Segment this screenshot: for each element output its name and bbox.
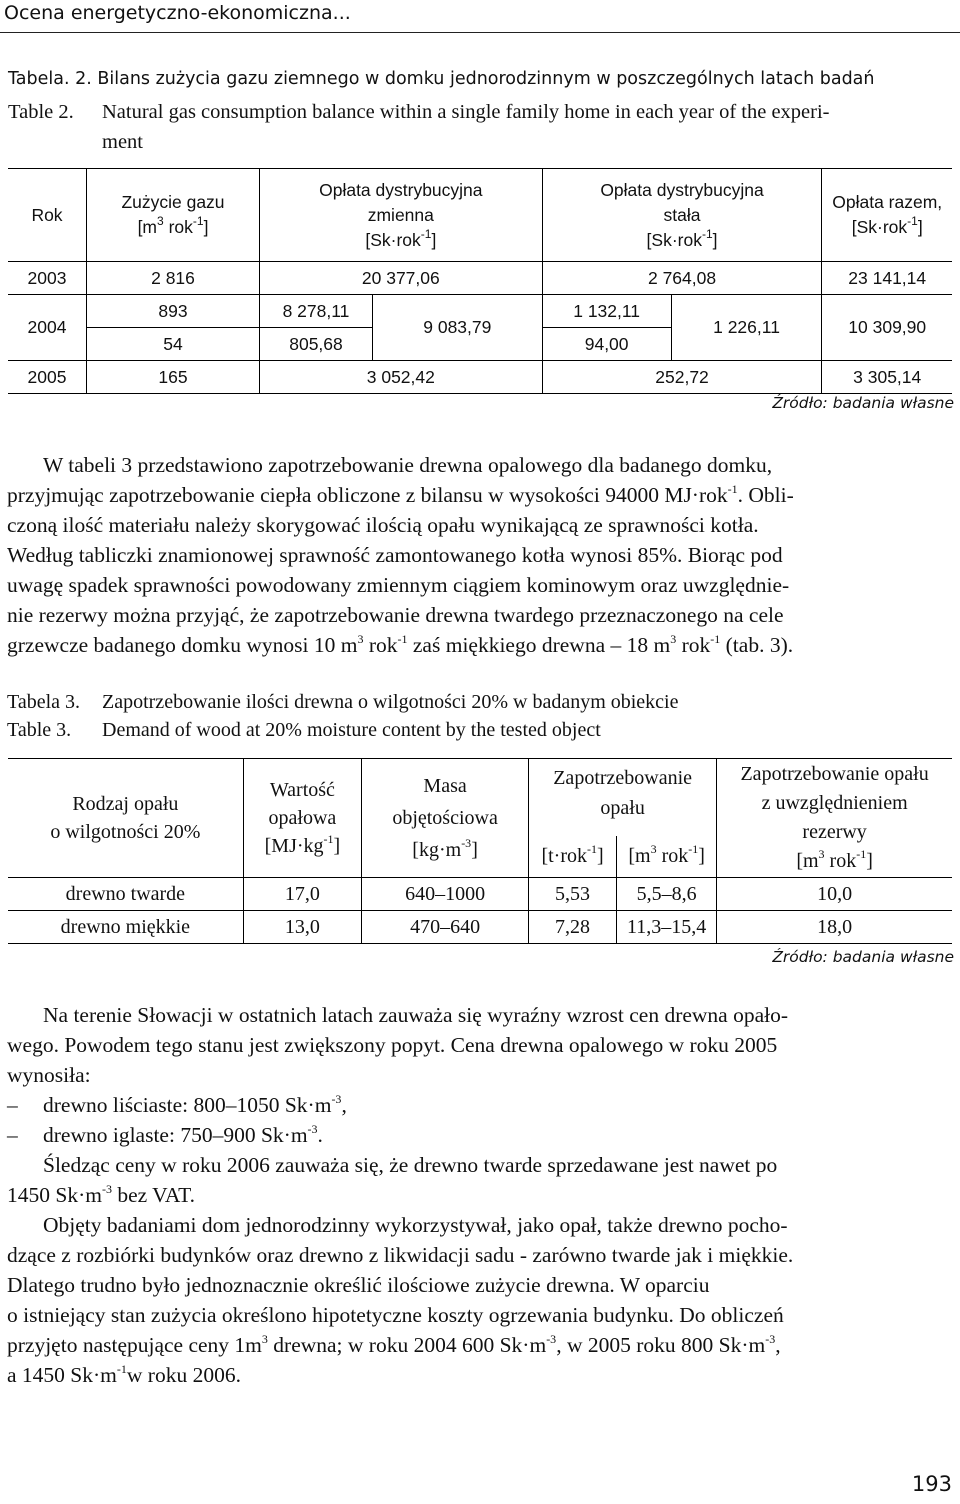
list-item: – drewno liściaste: 800–1050 $Sk\cdot m^{-3}$, [7, 1091, 347, 1117]
table-row [8, 878, 952, 911]
cell-stala: 1 132,11 [542, 295, 671, 328]
cell-zmienna: 805,68 [260, 328, 373, 361]
para-line: Dlatego trudno było jednoznacznie określić ilościowe zużycie drewna. W oparciu [7, 1273, 710, 1297]
para-line: przyjmując zapotrzebowanie ciepła obliczone z bilansu w wysokości 94000 MJ·rok$^{-1}$. Obli- [7, 481, 794, 507]
table3-caption-pl-text: Zapotrzebowanie ilości drewna o wilgotności 20% w badanym obiekcie [102, 691, 679, 713]
table-row-2004a [8, 295, 952, 328]
cell-masa: 640–1000 [362, 878, 529, 911]
col-header-zmienna: Opłata dystrybucyjna zmienna [Sk·rok$^{-1}$] [260, 169, 543, 262]
table3-caption-en-text: Demand of wood at 20% moisture content by the tested object [102, 719, 601, 741]
cell-rodzaj: drewno twarde [8, 878, 243, 911]
col-header-wartosc: Wartość opałowa $[MJ\cdot kg^{-1}]$ [243, 759, 361, 878]
cell-t: 7,28 [529, 911, 617, 944]
cell-rezerwa: 18,0 [717, 911, 952, 944]
para-line: uwagę spadek sprawności powodowany zmiennym ciągiem kominowym oraz uwzględnie- [7, 573, 790, 597]
cell-zmienna: 3 052,42 [260, 361, 543, 394]
table3-caption-pl-label: Tabela 3. [7, 691, 81, 713]
cell-rok: 2004 [8, 295, 87, 361]
table3-caption-pl [7, 688, 679, 716]
cell-zuzycie: 893 [87, 295, 260, 328]
para-line: nie rezerwy można przyjąć, że zapotrzebowanie drewna twardego przeznaczonego na cele [7, 603, 784, 627]
cell-zmienna: 20 377,06 [260, 262, 543, 295]
table3-caption-en-label: Table 3. [7, 719, 72, 741]
table3-source: Źródło: badania własne [772, 948, 954, 966]
para-line: grzewcze badanego domku wynosi 10 $m^3$ rok$^{-1}$ zaś miękkiego drewna – 18 $m^3$ rok$^{-1}$ (tab. 3). [7, 631, 794, 657]
col-header-stala: Opłata dystrybucyjna stała [Sk·rok$^{-1}$] [542, 169, 822, 262]
cell-stala-sum: 1 226,11 [671, 295, 822, 361]
cell-m3: 11,3–15,4 [617, 911, 717, 944]
table-row-2005 [8, 361, 952, 394]
table2-caption-en [8, 97, 928, 157]
para-line: czoną ilość materiału należy skorygować ilością opału wynikającą ze sprawności kotła. [7, 513, 759, 537]
wood-demand-table [8, 758, 952, 944]
col-header-rodzaj: Rodzaj opału o wilgotności 20% [8, 759, 243, 878]
header-divider [0, 32, 960, 33]
table2-caption-en-text-2: ment [102, 131, 143, 153]
table2-caption-pl-text: Bilans zużycia gazu ziemnego w domku jednorodzinnym w poszczególnych latach badań [97, 69, 875, 89]
para-line: przyjęto następujące ceny $1m^3$ drewna; w roku 2004 600 $Sk\cdot m^{-3}$, w 2005 roku 800 $Sk\cdot m^{-3}$, [7, 1331, 781, 1357]
para-line: 1450 $Sk\cdot m^{-3}$ bez VAT. [7, 1181, 195, 1207]
para-line: Według tabliczki znamionowej sprawność zamontowanego kotła wynosi 85%. Biorąc pod [7, 543, 783, 567]
col-header-zapotrzebowanie: Zapotrzebowanie opału [529, 759, 717, 836]
para-line: Śledząc ceny w roku 2006 zauważa się, że drewno twarde sprzedawane jest nawet po [43, 1153, 778, 1177]
cell-zuzycie: 54 [87, 328, 260, 361]
col-header-masa: Masa objętościowa $[kg\cdot m^{-3}]$ [362, 759, 529, 878]
cell-razem: 10 309,90 [822, 295, 952, 361]
col-header-razem: Opłata razem, [Sk·rok$^{-1}$] [822, 169, 952, 262]
cell-razem: 3 305,14 [822, 361, 952, 394]
para-line: wego. Powodem tego stanu jest zwiększony popyt. Cena drewna opalowego w roku 2005 [7, 1033, 778, 1057]
gas-consumption-table [8, 168, 952, 394]
col-header-rok: Rok [8, 169, 87, 262]
cell-stala: 2 764,08 [542, 262, 822, 295]
cell-rodzaj: drewno miękkie [8, 911, 243, 944]
cell-zmienna: 8 278,11 [260, 295, 373, 328]
cell-rok: 2003 [8, 262, 87, 295]
col-header-rezerwa: Zapotrzebowanie opału z uwzględnieniem rezerwy [$m^3$ rok$^{-1}$] [717, 759, 952, 878]
table-header-row [8, 169, 952, 262]
para-line: wynosiła: [7, 1063, 91, 1087]
cell-t: 5,53 [529, 878, 617, 911]
col-header-m3: [$m^3$ rok$^{-1}$] [617, 836, 717, 878]
cell-stala: 94,00 [542, 328, 671, 361]
table-row [8, 911, 952, 944]
table2-caption-pl [8, 69, 875, 89]
cell-rok: 2005 [8, 361, 87, 394]
para-line: Na terenie Słowacji w ostatnich latach zauważa się wyraźny wzrost cen drewna opało- [43, 1003, 789, 1027]
para-line: a 1450 $Sk\cdot m^{-1}w$ roku 2006. [7, 1361, 241, 1387]
cell-masa: 470–640 [362, 911, 529, 944]
para-line: Objęty badaniami dom jednorodzinny wykorzystywał, jako opał, także drewno pocho- [43, 1213, 788, 1237]
col-header-t: [t·rok$^{-1}$] [529, 836, 617, 878]
table2-source: Źródło: badania własne [772, 394, 954, 412]
para-line: o istniejący stan zużycia określono hipotetyczne koszty ogrzewania budynku. Do obliczeń [7, 1303, 784, 1327]
table2-caption-en-text-1: Natural gas consumption balance within a single family home in each year of the experi- [102, 101, 830, 123]
cell-zuzycie: 2 816 [87, 262, 260, 295]
table-row-2003 [8, 262, 952, 295]
list-item: – drewno iglaste: 750–900 $Sk\cdot m^{-3}$. [7, 1121, 323, 1147]
col-header-zuzycie: Zużycie gazu [$m^3$ rok$^{-1}$] [87, 169, 260, 262]
cell-wartosc: 13,0 [243, 911, 361, 944]
cell-wartosc: 17,0 [243, 878, 361, 911]
cell-stala: 252,72 [542, 361, 822, 394]
cell-m3: 5,5–8,6 [617, 878, 717, 911]
paragraph-2 [7, 1000, 953, 1390]
table2-caption-en-label: Table 2. [8, 101, 74, 123]
para-line: W tabeli 3 przedstawiono zapotrzebowanie drewna opalowego dla badanego domku, [43, 453, 773, 477]
cell-razem: 23 141,14 [822, 262, 952, 295]
running-title: Ocena energetyczno-ekonomiczna... [4, 2, 351, 24]
cell-rezerwa: 10,0 [717, 878, 952, 911]
table2-caption-pl-label: Tabela. 2. [8, 69, 92, 89]
cell-zmienna-sum: 9 083,79 [373, 295, 543, 361]
table-header-row [8, 759, 952, 836]
cell-zuzycie: 165 [87, 361, 260, 394]
table3-caption-en [7, 716, 601, 744]
paragraph-1 [7, 450, 953, 660]
para-line: dzące z rozbiórki budynków oraz drewno z likwidacji sadu - zarówno twarde jak i miękkie. [7, 1243, 794, 1267]
page-number: 193 [911, 1472, 952, 1496]
